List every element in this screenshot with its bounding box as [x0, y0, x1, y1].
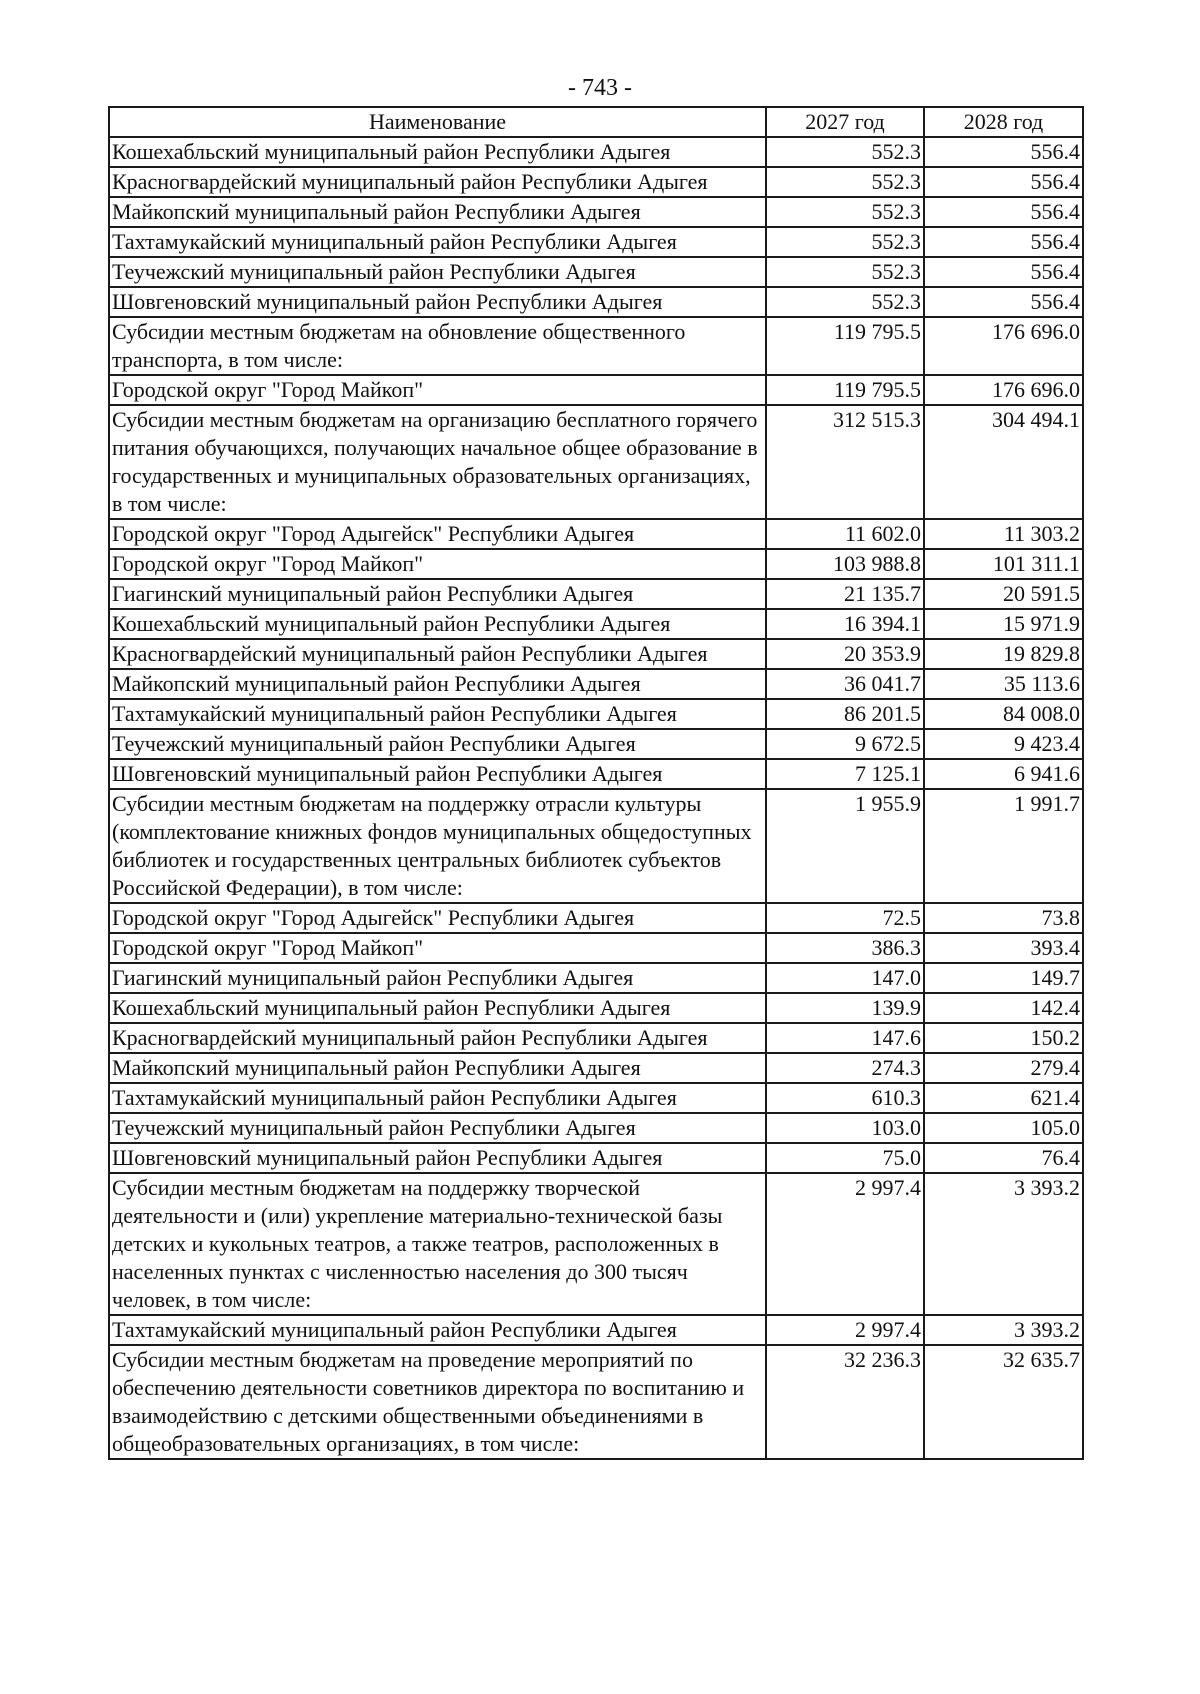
- row-value-2028: 149.7: [924, 963, 1083, 993]
- row-name-cell: Кошехабльский муниципальный район Республики Адыгея: [109, 993, 766, 1023]
- row-value-2028: 1 991.7: [924, 789, 1083, 903]
- row-value-2028: 15 971.9: [924, 609, 1083, 639]
- row-value-2027: 75.0: [766, 1143, 924, 1173]
- row-value-2027: 119 795.5: [766, 317, 924, 375]
- row-name-cell: Субсидии местным бюджетам на проведение мероприятий по обеспечению деятельности советников директора по воспитанию и взаимодействию с детскими общественными объединениями в общеобразовательных организациях, в том числе:: [109, 1345, 766, 1459]
- row-value-2027: 552.3: [766, 287, 924, 317]
- row-value-2027: 552.3: [766, 197, 924, 227]
- row-value-2028: 142.4: [924, 993, 1083, 1023]
- table-row: [109, 639, 1083, 669]
- row-name-cell: Кошехабльский муниципальный район Республики Адыгея: [109, 609, 766, 639]
- table-row: [109, 1143, 1083, 1173]
- row-name-cell: Субсидии местным бюджетам на поддержку творческой деятельности и (или) укрепление материально-технической базы детских и кукольных театров, а также театров, расположенных в населенных пунктах с численностью населения до 300 тысяч человек, в том числе:: [109, 1173, 766, 1315]
- table-row: [109, 227, 1083, 257]
- row-value-2028: 556.4: [924, 287, 1083, 317]
- row-value-2027: 139.9: [766, 993, 924, 1023]
- row-name-cell: Красногвардейский муниципальный район Республики Адыгея: [109, 1023, 766, 1053]
- table-row: [109, 405, 1083, 519]
- table-row: [109, 375, 1083, 405]
- row-value-2028: 32 635.7: [924, 1345, 1083, 1459]
- row-value-2028: 556.4: [924, 137, 1083, 167]
- row-name-cell: Субсидии местным бюджетам на обновление общественного транспорта, в том числе:: [109, 317, 766, 375]
- row-value-2028: 556.4: [924, 197, 1083, 227]
- row-value-2027: 386.3: [766, 933, 924, 963]
- row-value-2028: 73.8: [924, 903, 1083, 933]
- row-value-2027: 36 041.7: [766, 669, 924, 699]
- row-name-cell: Субсидии местным бюджетам на организацию бесплатного горячего питания обучающихся, получающих начальное общее образование в государственных и муниципальных образовательных организациях, в том числе:: [109, 405, 766, 519]
- row-value-2028: 84 008.0: [924, 699, 1083, 729]
- row-name-cell: Майкопский муниципальный район Республики Адыгея: [109, 1053, 766, 1083]
- row-value-2027: 103.0: [766, 1113, 924, 1143]
- row-value-2027: 86 201.5: [766, 699, 924, 729]
- row-value-2028: 393.4: [924, 933, 1083, 963]
- row-name-cell: Шовгеновский муниципальный район Республики Адыгея: [109, 287, 766, 317]
- row-value-2028: 6 941.6: [924, 759, 1083, 789]
- table-row: [109, 729, 1083, 759]
- row-name-cell: Городской округ "Город Адыгейск" Республики Адыгея: [109, 519, 766, 549]
- row-value-2028: 76.4: [924, 1143, 1083, 1173]
- row-name-cell: Городской округ "Город Адыгейск" Республики Адыгея: [109, 903, 766, 933]
- row-value-2027: 147.0: [766, 963, 924, 993]
- row-name-cell: Тахтамукайский муниципальный район Республики Адыгея: [109, 1083, 766, 1113]
- row-name-cell: Тахтамукайский муниципальный район Республики Адыгея: [109, 1315, 766, 1345]
- row-value-2027: 7 125.1: [766, 759, 924, 789]
- row-value-2027: 72.5: [766, 903, 924, 933]
- row-value-2028: 150.2: [924, 1023, 1083, 1053]
- row-name-cell: Гиагинский муниципальный район Республики Адыгея: [109, 963, 766, 993]
- table-row: [109, 669, 1083, 699]
- row-name-cell: Кошехабльский муниципальный район Республики Адыгея: [109, 137, 766, 167]
- row-name-cell: Красногвардейский муниципальный район Республики Адыгея: [109, 639, 766, 669]
- row-value-2027: 1 955.9: [766, 789, 924, 903]
- table-row: [109, 933, 1083, 963]
- table-row: [109, 579, 1083, 609]
- table-row: [109, 1345, 1083, 1459]
- header-name: Наименование: [109, 107, 766, 137]
- table-row: [109, 789, 1083, 903]
- row-name-cell: Майкопский муниципальный район Республики Адыгея: [109, 197, 766, 227]
- table-row: [109, 137, 1083, 167]
- row-name-cell: Красногвардейский муниципальный район Республики Адыгея: [109, 167, 766, 197]
- table-row: [109, 1053, 1083, 1083]
- table-row: [109, 1113, 1083, 1143]
- row-name-cell: Субсидии местным бюджетам на поддержку отрасли культуры (комплектование книжных фондов муниципальных общедоступных библиотек и государственных центральных библиотек субъектов Российской Федерации), в том числе:: [109, 789, 766, 903]
- row-value-2027: 119 795.5: [766, 375, 924, 405]
- table-row: [109, 287, 1083, 317]
- row-name-cell: Гиагинский муниципальный район Республики Адыгея: [109, 579, 766, 609]
- table-row: [109, 609, 1083, 639]
- row-value-2028: 11 303.2: [924, 519, 1083, 549]
- row-value-2027: 32 236.3: [766, 1345, 924, 1459]
- row-value-2027: 21 135.7: [766, 579, 924, 609]
- row-value-2027: 20 353.9: [766, 639, 924, 669]
- row-name-cell: Городской округ "Город Майкоп": [109, 375, 766, 405]
- page-number: - 743 -: [568, 75, 632, 101]
- budget-table: [108, 106, 1084, 1460]
- table-row: [109, 993, 1083, 1023]
- table-row: [109, 1083, 1083, 1113]
- row-value-2028: 556.4: [924, 167, 1083, 197]
- row-name-cell: Тахтамукайский муниципальный район Республики Адыгея: [109, 227, 766, 257]
- row-value-2027: 9 672.5: [766, 729, 924, 759]
- table-row: [109, 317, 1083, 375]
- row-value-2027: 103 988.8: [766, 549, 924, 579]
- row-value-2028: 19 829.8: [924, 639, 1083, 669]
- table-row: [109, 257, 1083, 287]
- row-name-cell: Теучежский муниципальный район Республики Адыгея: [109, 1113, 766, 1143]
- row-value-2027: 610.3: [766, 1083, 924, 1113]
- row-name-cell: Городской округ "Город Майкоп": [109, 933, 766, 963]
- table-row: [109, 759, 1083, 789]
- row-value-2027: 552.3: [766, 257, 924, 287]
- row-value-2028: 556.4: [924, 227, 1083, 257]
- table-body: [109, 137, 1083, 1459]
- row-value-2028: 279.4: [924, 1053, 1083, 1083]
- header-2028: 2028 год: [924, 107, 1083, 137]
- table-row: [109, 1315, 1083, 1345]
- row-value-2027: 2 997.4: [766, 1315, 924, 1345]
- table-row: [109, 903, 1083, 933]
- table-row: [109, 549, 1083, 579]
- row-name-cell: Теучежский муниципальный район Республики Адыгея: [109, 257, 766, 287]
- row-value-2028: 3 393.2: [924, 1173, 1083, 1315]
- table-header-row: [109, 107, 1083, 137]
- row-name-cell: Майкопский муниципальный район Республики Адыгея: [109, 669, 766, 699]
- table-row: [109, 519, 1083, 549]
- row-value-2028: 304 494.1: [924, 405, 1083, 519]
- row-value-2028: 3 393.2: [924, 1315, 1083, 1345]
- row-value-2027: 11 602.0: [766, 519, 924, 549]
- row-value-2028: 9 423.4: [924, 729, 1083, 759]
- table-row: [109, 197, 1083, 227]
- row-name-cell: Тахтамукайский муниципальный район Республики Адыгея: [109, 699, 766, 729]
- row-value-2028: 35 113.6: [924, 669, 1083, 699]
- row-value-2028: 176 696.0: [924, 375, 1083, 405]
- row-value-2027: 552.3: [766, 137, 924, 167]
- row-value-2027: 16 394.1: [766, 609, 924, 639]
- table-row: [109, 167, 1083, 197]
- table-row: [109, 699, 1083, 729]
- table-row: [109, 1023, 1083, 1053]
- table-row: [109, 963, 1083, 993]
- row-value-2028: 101 311.1: [924, 549, 1083, 579]
- row-value-2027: 147.6: [766, 1023, 924, 1053]
- row-value-2027: 552.3: [766, 167, 924, 197]
- row-name-cell: Городской округ "Город Майкоп": [109, 549, 766, 579]
- row-value-2028: 176 696.0: [924, 317, 1083, 375]
- row-name-cell: Шовгеновский муниципальный район Республики Адыгея: [109, 759, 766, 789]
- row-value-2028: 556.4: [924, 257, 1083, 287]
- row-value-2028: 621.4: [924, 1083, 1083, 1113]
- header-2027: 2027 год: [766, 107, 924, 137]
- row-value-2027: 552.3: [766, 227, 924, 257]
- row-name-cell: Теучежский муниципальный район Республики Адыгея: [109, 729, 766, 759]
- row-value-2028: 20 591.5: [924, 579, 1083, 609]
- row-value-2027: 274.3: [766, 1053, 924, 1083]
- table-row: [109, 1173, 1083, 1315]
- row-value-2027: 312 515.3: [766, 405, 924, 519]
- row-name-cell: Шовгеновский муниципальный район Республики Адыгея: [109, 1143, 766, 1173]
- row-value-2027: 2 997.4: [766, 1173, 924, 1315]
- row-value-2028: 105.0: [924, 1113, 1083, 1143]
